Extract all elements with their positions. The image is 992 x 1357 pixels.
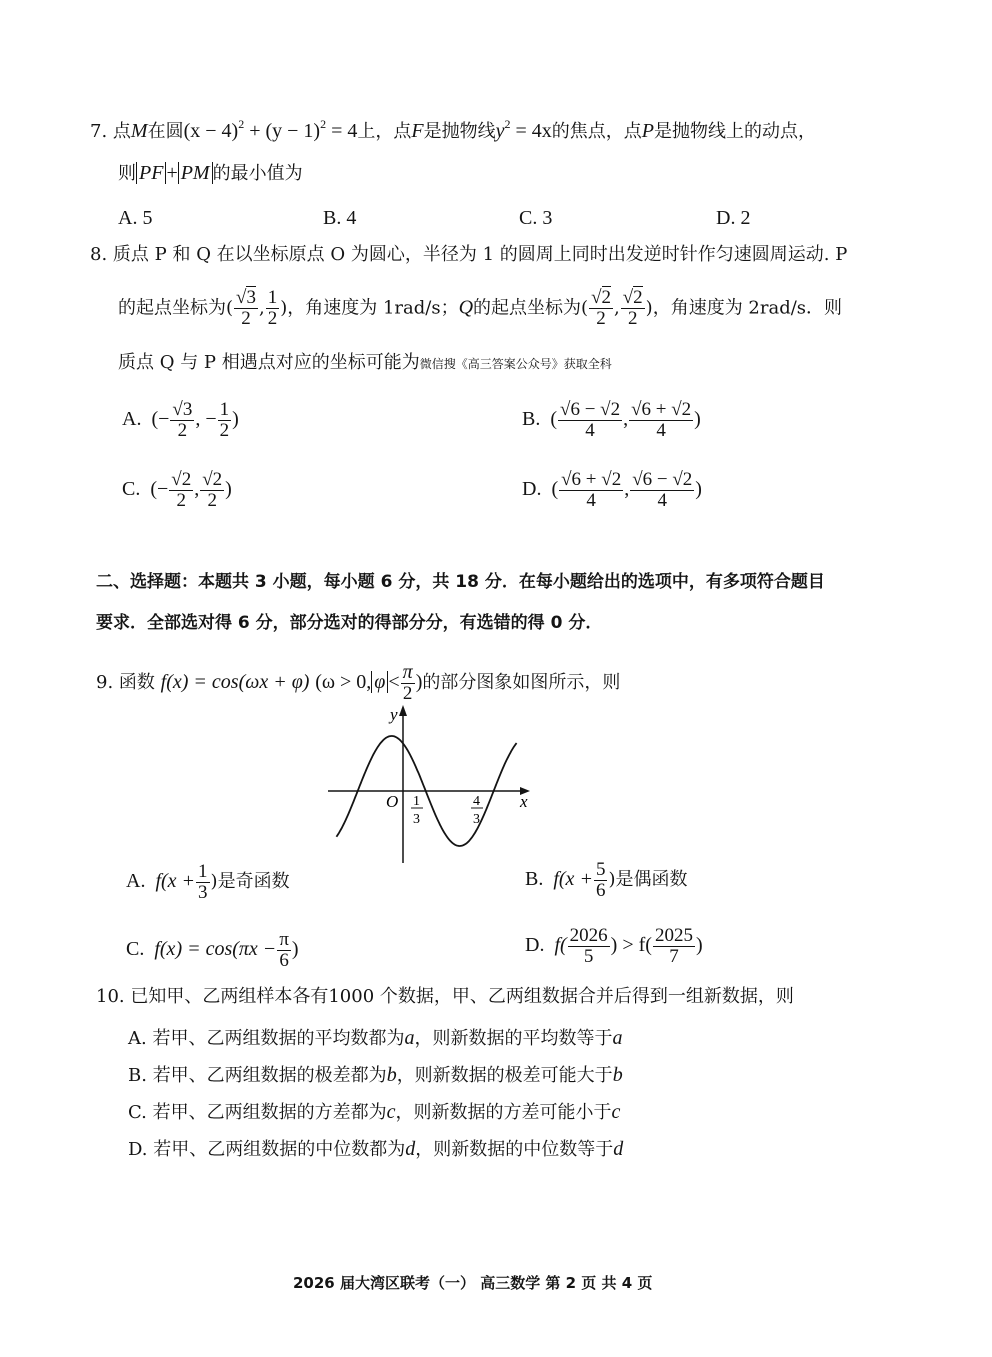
q7-option-b[interactable]: B. 4: [323, 207, 357, 229]
text: 质点 Q 与 P 相遇点对应的坐标可能为: [118, 352, 420, 373]
abs-phi: φ: [371, 671, 388, 693]
q7-option-a[interactable]: A. 5: [118, 207, 153, 229]
text: 是抛物线上的动点，: [653, 121, 816, 142]
var-P: P: [641, 120, 654, 142]
q10-stem: 10. 已知甲、乙两组样本各有1000 个数据，甲、乙两组数据合并后得到一组新数据，则: [96, 986, 794, 1007]
q9-option-b[interactable]: B. f(x + $\frac{5}{6}$ )是偶函数: [525, 859, 688, 901]
fraction: √ $\frac{2}{2}$: [621, 288, 645, 329]
text: 质点 P 和 Q 在以坐标原点 O 为圆心，半径为 1 的圆周上同时出发逆时针作匀速圆周运动. P: [112, 244, 848, 265]
var-M: M: [130, 120, 148, 142]
fraction: $\frac{5}{6}$: [595, 859, 606, 901]
q9-option-c[interactable]: C. f(x) = cos(πx − $\frac{\pi}{6}$ ): [126, 929, 299, 971]
q8-option-b[interactable]: B. ( $\frac{√6 - √2}{4}$ , $\frac{√6 + √2}{4}$ ): [522, 399, 701, 441]
text: 在圆: [147, 121, 184, 142]
q8-stem-line1: [90, 246, 847, 264]
q7-stem-line1: [90, 118, 816, 141]
q7-option-d[interactable]: D. 2: [716, 207, 751, 229]
q10-option-c[interactable]: C. 若甲、乙两组数据的方差都为c，则新数据的方差可能小于c: [128, 1101, 621, 1123]
var-Q: Q: [458, 296, 474, 319]
var-F: F: [411, 120, 424, 142]
tick-label-den: 3: [473, 812, 480, 827]
watermark: 微信搜《高三答案公众号》获取全科: [419, 357, 612, 371]
cosine-graph: [320, 695, 540, 870]
text: ，角速度为 2rad/s．则: [652, 297, 843, 319]
q8-stem-line3: [118, 354, 612, 372]
q10-option-a[interactable]: A. 若甲、乙两组数据的平均数都为a，则新数据的平均数等于a: [128, 1027, 623, 1049]
fraction: $\frac{√6 - √2}{4}$: [632, 469, 693, 511]
q10-option-d[interactable]: D. 若甲、乙两组数据的中位数都为d，则新数据的中位数等于d: [128, 1138, 624, 1160]
tick-label-num: 1: [413, 794, 420, 809]
q8-option-d[interactable]: D. ( $\frac{√6 + √2}{4}$ , $\frac{√6 - √2}{4}$ ): [522, 469, 702, 511]
section2-instructions-line2: 要求．全部选对得 6 分，部分选对的得部分分，有选错的得 0 分．: [96, 613, 603, 633]
y-axis-label: y: [390, 705, 398, 724]
y-axis-arrow: [399, 705, 407, 716]
fraction: $\frac{√6 - √2}{4}$: [560, 399, 621, 441]
text: 的起点坐标为: [118, 297, 226, 319]
text: 是抛物线: [423, 121, 496, 142]
fraction: $\frac{1}{3}$: [198, 861, 208, 903]
q8-stem-line2: 的起点坐标为( √ $\frac{3}{2}$ , $\frac{1}{2}$ )，角速度为 1rad/s；Q的起点坐标为( √ $\frac{2}{2}$ , √ $\frac{2}{2}$ )，角速度为 2rad/s．则: [118, 288, 842, 329]
q9-option-d[interactable]: D. f( $\frac{2026}{5}$ ) > f( $\frac{2025}{7}$ ): [525, 925, 703, 967]
fraction: $\frac{1}{2}$: [267, 287, 278, 329]
q8-option-c[interactable]: C. (− $\frac{√2}{2}$ , $\frac{√2}{2}$ ): [122, 469, 232, 511]
fraction: √ $\frac{3}{2}$: [234, 288, 258, 329]
fraction: √ $\frac{2}{2}$: [589, 288, 613, 329]
text: 上，点: [357, 121, 412, 142]
tick-label-num: 4: [473, 794, 480, 809]
fraction: $\frac{2025}{7}$: [654, 925, 693, 967]
fraction: $\frac{√6 + √2}{4}$: [561, 469, 622, 511]
text: 则: [118, 163, 136, 184]
parabola-equation: $y^2 = 4x$: [495, 117, 552, 142]
question-number: 9.: [96, 671, 114, 693]
text: ，角速度为 1rad/s；: [287, 297, 459, 319]
function-def: f(x) = cos(ωx + φ): [160, 670, 310, 693]
fraction: $\frac{1}{2}$: [219, 399, 230, 441]
fraction: $\frac{2026}{5}$: [569, 925, 608, 967]
text: 点: [112, 121, 131, 142]
fraction: $\frac{\pi}{6}$: [279, 929, 289, 971]
section2-instructions-line1: 二、选择题：本题共 3 小题，每小题 6 分，共 18 分．在每小题给出的选项中，有多项符合题目: [96, 572, 825, 592]
q7-option-c[interactable]: C. 3: [519, 207, 553, 229]
tick-label-den: 3: [413, 812, 420, 827]
page-footer: 2026 届大湾区联考（一） 高三数学 第 2 页 共 4 页: [293, 1274, 653, 1292]
q8-option-a[interactable]: A. (− $\frac{√3}{2}$ , − $\frac{1}{2}$ ): [122, 399, 239, 441]
origin-label: O: [386, 792, 399, 811]
q10-option-b[interactable]: B. 若甲、乙两组数据的极差都为b，则新数据的极差可能大于b: [128, 1064, 623, 1086]
condition: (ω > 0,: [315, 670, 372, 693]
question-number: 8.: [90, 244, 108, 265]
text: 的最小值为: [212, 163, 303, 184]
abs-PF: PF: [136, 162, 166, 184]
plus: +: [166, 162, 178, 184]
circle-equation: $(x - 4)^2 + (y - 1)^2 = 4$: [183, 117, 358, 142]
fraction: $\frac{√6 + √2}{4}$: [631, 399, 692, 441]
text: 的部分图象如图所示，则: [422, 671, 621, 693]
q7-stem-line2: [118, 163, 303, 183]
q9-stem: 9. 函数 f(x) = cos(ωx + φ) (ω > 0, φ < $\frac{\pi}{2}$ )的部分图象如图所示，则: [96, 661, 621, 704]
x-axis-label: x: [520, 792, 528, 811]
question-number: 7.: [90, 121, 108, 142]
text: 的起点坐标为: [473, 297, 582, 319]
text: 函数: [118, 671, 155, 693]
fraction: $\frac{√2}{2}$: [202, 469, 223, 511]
abs-PM: PM: [178, 162, 213, 184]
fraction: $\frac{√2}{2}$: [171, 469, 192, 511]
fraction: $\frac{√3}{2}$: [172, 399, 193, 441]
fraction: $\frac{\pi}{2}$: [402, 661, 413, 704]
text: 的焦点，点: [551, 121, 642, 142]
q9-option-a[interactable]: A. f(x + $\frac{1}{3}$ )是奇函数: [126, 861, 290, 903]
